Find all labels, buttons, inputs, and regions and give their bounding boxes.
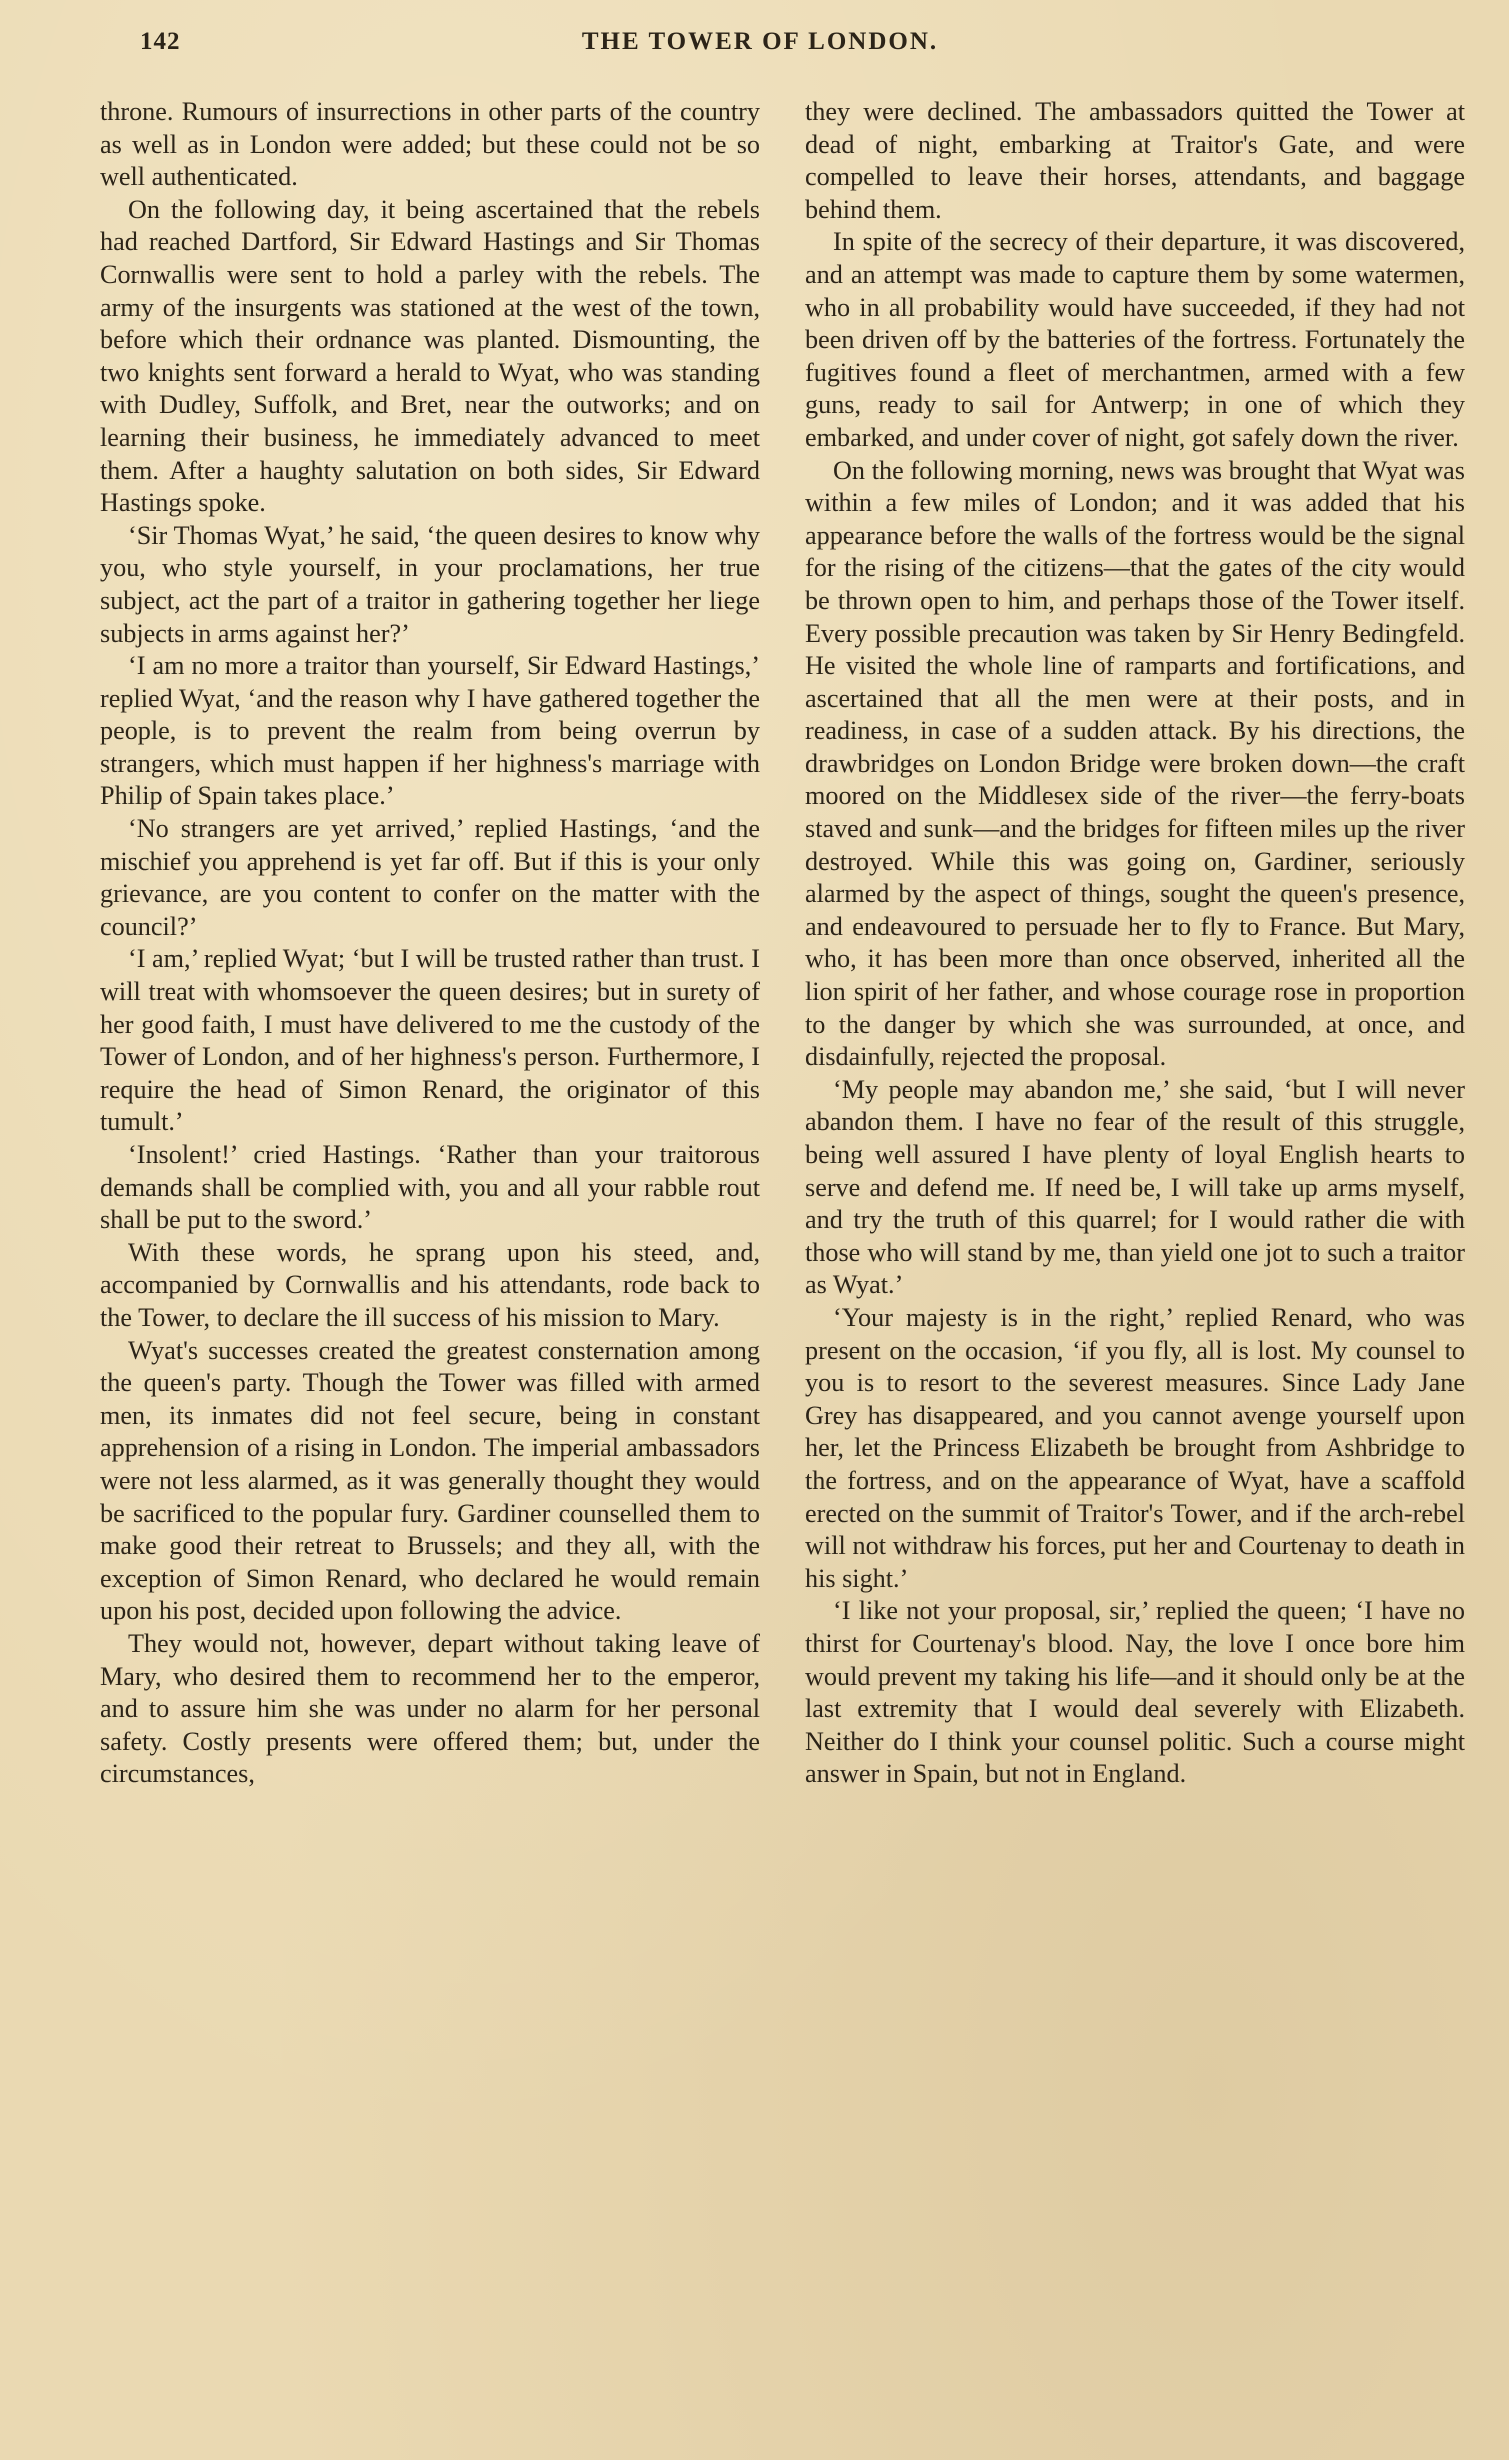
text-columns	[100, 96, 1465, 2426]
paragraph: they were declined. The ambassadors quitted the Tower at dead of night, embarking at Traitor's Gate, and were compelled to leave their horses, attendants, and baggage behind them.	[805, 97, 1465, 224]
page-number: 142	[140, 28, 181, 55]
paragraph: ‘I am no more a traitor than yourself, Sir Edward Hastings,’ replied Wyat, ‘and the reason why I have gathered together the people, is to prevent the realm from being overrun by strangers, which must happen if her highness's marriage with Philip of Spain takes place.’	[100, 651, 760, 811]
paragraph: With these words, he sprang upon his steed, and, accompanied by Cornwallis and his attendants, rode back to the Tower, to declare the ill success of his mission to Mary.	[100, 1237, 760, 1332]
paragraph: throne. Rumours of insurrections in other parts of the country as well as in London were added; but these could not be so well authenticated.	[100, 97, 760, 192]
paragraph: On the following day, it being ascertained that the rebels had reached Dartford, Sir Edward Hastings and Sir Thomas Cornwallis were sent to hold a parley with the rebels. The army of the insurgents was stationed at the west of the town, before which their ordnance was planted. Dismounting, the two knights sent forward a herald to Wyat, who was standing with Dudley, Suffolk, and Bret, near the outworks; and on learning their business, he immediately advanced to meet them. After a haughty salutation on both sides, Sir Edward Hastings spoke.	[100, 194, 760, 518]
left-column	[100, 96, 760, 1791]
paragraph: ‘Insolent!’ cried Hastings. ‘Rather than your traitorous demands shall be complied with, you and all your rabble rout shall be put to the sword.’	[100, 1140, 760, 1235]
running-title: THE TOWER OF LONDON.	[581, 28, 939, 55]
paragraph: Wyat's successes created the greatest consternation among the queen's party. Though the Tower was filled with armed men, its inmates did not feel secure, being in constant apprehension of a rising in London. The imperial ambassadors were not less alarmed, as it was generally thought they would be sacrificed to the popular fury. Gardiner counselled them to make good their retreat to Brussels; and they all, with the exception of Simon Renard, who declared he would remain upon his post, decided upon following the advice.	[100, 1335, 760, 1626]
paragraph: On the following morning, news was brought that Wyat was within a few miles of London; and it was added that his appearance before the walls of the fortress would be the signal for the rising of the citizens—that the gates of the city would be thrown open to him, and perhaps those of the Tower itself. Every possible precaution was taken by Sir Henry Bedingfeld. He visited the whole line of ramparts and fortifications, and ascertained that all the men were at their posts, and in readiness, in case of a sudden attack. By his directions, the drawbridges on London Bridge were broken down—the craft moored on the Middlesex side of the river—the ferry-boats staved and sunk—and the bridges for fifteen miles up the river destroyed. While this was going on, Gardiner, seriously alarmed by the aspect of things, sought the queen's presence, and endeavoured to persuade her to fly to France. But Mary, who, it has been more than once observed, inherited all the lion spirit of her father, and whose courage rose in proportion to the danger by which she was surrounded, at once, and disdainfully, rejected the proposal.	[805, 455, 1465, 1072]
paragraph: They would not, however, depart without taking leave of Mary, who desired them to recommend her to the emperor, and to assure him she was under no alarm for her personal safety. Costly presents were offered them; but, under the circumstances,	[100, 1628, 760, 1789]
paragraph: In spite of the secrecy of their departure, it was discovered, and an attempt was made to capture them by some watermen, who in all probability would have succeeded, if they had not been driven off by the batteries of the fortress. Fortunately the fugitives found a fleet of merchantmen, armed with a few guns, ready to sail for Antwerp; in one of which they embarked, and under cover of night, got safely down the river.	[805, 227, 1465, 452]
paragraph: ‘I like not your proposal, sir,’ replied the queen; ‘I have no thirst for Courtenay's blood. Nay, the love I once bore him would prevent my taking his life—and it should only be at the last extremity that I would deal severely with Elizabeth. Neither do I think your counsel politic. Such a course might answer in Spain, but not in England.	[805, 1596, 1465, 1789]
paragraph: ‘No strangers are yet arrived,’ replied Hastings, ‘and the mischief you apprehend is yet far off. But if this is your only grievance, are you content to confer on the matter with the council?’	[100, 814, 760, 941]
paragraph: ‘My people may abandon me,’ she said, ‘but I will never abandon them. I have no fear of the result of this struggle, being well assured I have plenty of loyal English hearts to serve and defend me. If need be, I will take up arms myself, and try the truth of this quarrel; for I would rather die with those who will stand by me, than yield one jot to such a traitor as Wyat.’	[805, 1074, 1465, 1300]
paragraph: ‘Your majesty is in the right,’ replied Renard, who was present on the occasion, ‘if you fly, all is lost. My counsel to you is to resort to the severest measures. Since Lady Jane Grey has disappeared, and you cannot avenge yourself upon her, let the Princess Elizabeth be brought from Ashbridge to the fortress, and on the appearance of Wyat, have a scaffold erected on the summit of Traitor's Tower, and if the arch-rebel will not withdraw his forces, put her and Courtenay to death in his sight.’	[805, 1302, 1465, 1593]
right-column	[805, 96, 1465, 1791]
paragraph: ‘Sir Thomas Wyat,’ he said, ‘the queen desires to know why you, who style yourself, in your proclamations, her true subject, act the part of a traitor in gathering together her liege subjects in arms against her?’	[100, 520, 760, 648]
paragraph: ‘I am,’ replied Wyat; ‘but I will be trusted rather than trust. I will treat with whomsoever the queen desires; but in surety of her good faith, I must have delivered to me the custody of the Tower of London, and of her highness's person. Furthermore, I require the head of Simon Renard, the originator of this tumult.’	[100, 944, 760, 1137]
page-header	[140, 28, 1380, 68]
